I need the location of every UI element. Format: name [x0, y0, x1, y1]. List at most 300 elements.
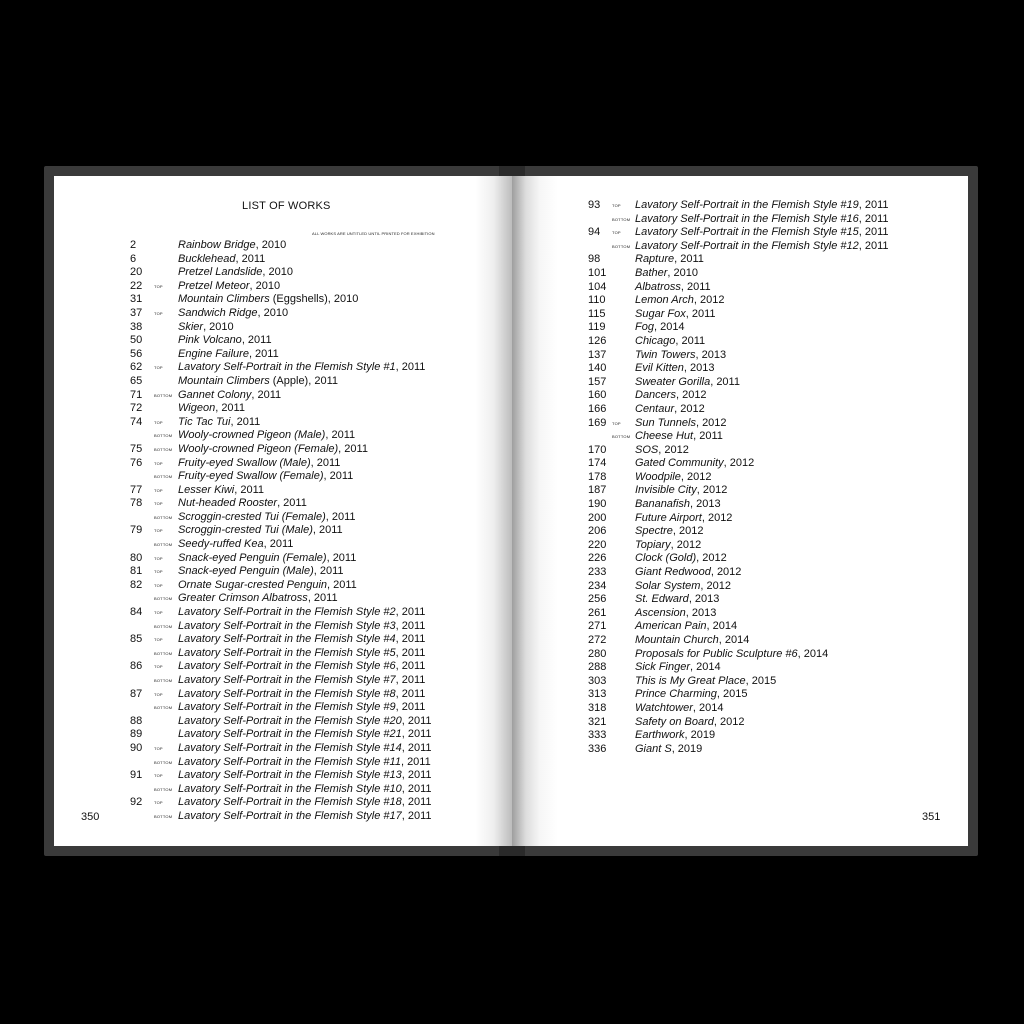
work-year: , 2011 — [310, 456, 341, 469]
work-entry — [54, 361, 512, 375]
work-entry — [54, 511, 512, 525]
work-year: , 2010 — [262, 266, 293, 279]
work-year: , 2011 — [327, 578, 357, 591]
work-title: Chicago — [635, 334, 676, 347]
plate-number: 81 — [130, 565, 143, 578]
work-title: Skier — [178, 320, 204, 333]
work-title: Proposals for Public Sculpture #6 — [635, 647, 798, 660]
plate-position: TOP — [154, 365, 163, 371]
work-title: Dancers — [635, 389, 676, 402]
plate-number: 178 — [588, 470, 607, 483]
plate-position: BOTTOM — [612, 243, 631, 249]
work-caption — [178, 715, 432, 729]
plate-position: BOTTOM — [154, 813, 173, 819]
work-caption — [635, 308, 716, 322]
work-entry — [512, 512, 968, 526]
work-title: Scroggin-crested Tui (Male) — [178, 524, 313, 537]
work-year: , 2012 — [672, 525, 704, 538]
work-title: Lavatory Self-Portrait in the Flemish Style #15 — [635, 226, 859, 239]
work-entry — [512, 281, 968, 295]
work-entry — [512, 376, 968, 390]
work-entry — [512, 539, 968, 553]
right-page — [512, 176, 968, 846]
work-caption — [635, 417, 727, 431]
work-year: , 2012 — [674, 402, 705, 415]
plate-position: BOTTOM — [154, 678, 173, 683]
work-title: Safety on Board — [635, 715, 714, 728]
work-title: Fruity-eyed Swallow (Male) — [178, 456, 311, 469]
plate-position: BOTTOM — [154, 474, 173, 480]
work-year: , 2010 — [257, 306, 289, 319]
plate-number: 157 — [588, 375, 607, 388]
work-entry — [512, 607, 968, 621]
work-entry — [512, 620, 968, 634]
work-entry — [54, 293, 512, 307]
work-year: , 2010 — [667, 266, 699, 279]
plate-number: 89 — [130, 728, 143, 741]
plate-number: 77 — [130, 483, 143, 496]
work-title: Pretzel Meteor — [178, 279, 250, 292]
work-year: , 2010 — [249, 279, 281, 292]
work-caption — [635, 253, 704, 267]
work-entry — [512, 593, 968, 607]
plate-position: TOP — [612, 230, 621, 236]
work-title: Prince Charming — [635, 688, 717, 701]
work-year: , 2014 — [718, 634, 750, 646]
work-year: , 2011 — [693, 430, 723, 443]
work-entry — [54, 715, 512, 729]
work-year: , 2011 — [325, 510, 356, 523]
work-entry — [54, 375, 512, 389]
work-title: Sugar Fox — [635, 307, 686, 320]
work-title: Gannet Colony — [178, 388, 252, 401]
work-year: , 2012 — [700, 579, 732, 592]
plate-number: 65 — [130, 374, 143, 387]
work-entry — [54, 402, 512, 416]
work-entry — [54, 565, 512, 579]
work-year: , 2011 — [230, 415, 261, 428]
work-title: Lemon Arch — [635, 294, 694, 307]
work-caption — [635, 389, 707, 403]
work-caption — [635, 539, 701, 553]
work-year: (Eggshells), 2010 — [269, 293, 359, 306]
work-title: Topiary — [635, 538, 671, 551]
work-year: , 2011 — [685, 307, 716, 320]
work-entry — [54, 280, 512, 294]
work-year: , 2011 — [235, 252, 266, 265]
work-entry — [512, 648, 968, 662]
work-entry — [54, 253, 512, 267]
work-year: , 2011 — [395, 361, 426, 374]
work-caption — [635, 457, 754, 471]
work-title: Lesser Kiwi — [178, 483, 235, 496]
work-title: Gated Community — [635, 457, 724, 470]
work-year: , 2011 — [395, 619, 426, 632]
plate-number: 206 — [588, 525, 607, 538]
work-caption — [178, 375, 338, 389]
work-entry — [512, 634, 968, 648]
plate-position: BOTTOM — [154, 433, 173, 439]
work-year: , 2011 — [215, 402, 245, 415]
work-title: Nut-headed Rooster — [178, 497, 278, 510]
work-title: Greater Crimson Albatross — [178, 592, 308, 605]
work-caption — [178, 293, 358, 307]
work-title: Bather — [635, 266, 668, 279]
work-entry — [512, 226, 968, 240]
plate-number: 86 — [130, 660, 143, 673]
work-caption — [178, 497, 307, 511]
work-entry — [512, 349, 968, 363]
work-title: Future Airport — [635, 511, 702, 524]
work-year: , 2011 — [395, 633, 426, 646]
work-entry — [512, 321, 968, 335]
work-title: Sun Tunnels — [635, 416, 696, 429]
work-entry — [54, 552, 512, 566]
work-entry — [512, 389, 968, 403]
work-entry — [54, 307, 512, 321]
work-caption — [178, 348, 279, 362]
work-year: , 2012 — [680, 470, 712, 483]
work-title: Lavatory Self-Portrait in the Flemish Style #12 — [635, 239, 859, 252]
work-year: , 2011 — [395, 674, 426, 686]
work-year: , 2011 — [277, 497, 307, 510]
works-note: ALL WORKS ARE UNTITLED UNTIL PRINTED FOR EXHIBITION — [312, 231, 435, 236]
work-year: , 2011 — [312, 524, 343, 537]
work-caption — [178, 742, 432, 756]
work-caption — [178, 620, 425, 634]
work-title: Giant Redwood — [635, 566, 711, 579]
work-year: , 2011 — [325, 429, 356, 442]
work-title: Solar System — [635, 579, 701, 592]
work-title: Lavatory Self-Portrait in the Flemish Style #14 — [178, 741, 402, 754]
work-caption — [178, 266, 293, 280]
work-entry — [54, 728, 512, 742]
work-title: Lavatory Self-Portrait in the Flemish Style #4 — [178, 633, 396, 646]
work-entry — [512, 525, 968, 539]
work-entry — [54, 321, 512, 335]
work-year: , 2011 — [401, 769, 432, 782]
work-entry — [54, 647, 512, 661]
work-year: , 2015 — [716, 688, 748, 701]
work-year: , 2012 — [701, 511, 733, 524]
plate-number: 169 — [588, 416, 607, 429]
work-entry — [54, 660, 512, 674]
work-caption — [635, 593, 719, 607]
work-caption — [178, 334, 272, 348]
plate-position: TOP — [154, 773, 163, 779]
work-title: Ornate Sugar-crested Penguin — [178, 578, 327, 591]
work-caption — [635, 688, 748, 702]
work-year: , 2011 — [401, 782, 432, 795]
work-title: Wigeon — [178, 402, 216, 415]
work-entry — [512, 403, 968, 417]
work-entry — [54, 470, 512, 484]
plate-number: 160 — [588, 389, 607, 402]
spine-top — [499, 166, 525, 176]
work-year: , 2012 — [675, 389, 707, 402]
work-caption — [178, 688, 425, 702]
work-year: , 2011 — [858, 239, 889, 252]
plate-number: 2 — [130, 239, 137, 251]
work-title: Evil Kitten — [635, 362, 684, 375]
plate-number: 94 — [588, 226, 601, 239]
plate-number: 271 — [588, 620, 607, 633]
work-caption — [178, 416, 260, 430]
work-caption — [178, 484, 264, 498]
work-title: Snack-eyed Penguin (Female) — [178, 551, 327, 564]
work-title: This is My Great Place — [635, 674, 746, 687]
work-caption — [635, 376, 740, 390]
work-caption — [635, 484, 727, 498]
work-caption — [635, 403, 705, 417]
plate-number: 126 — [588, 334, 607, 347]
work-year: , 2011 — [307, 592, 338, 605]
work-caption — [635, 335, 705, 349]
work-year: , 2014 — [706, 620, 738, 633]
work-title: St. Edward — [635, 593, 689, 606]
work-title: Pink Volcano — [178, 334, 242, 347]
work-year: , 2012 — [695, 416, 727, 429]
work-year: , 2011 — [858, 199, 889, 211]
spine-bottom — [499, 846, 525, 856]
work-title: Lavatory Self-Portrait in the Flemish Style #9 — [178, 701, 396, 714]
work-year: , 2012 — [658, 443, 689, 456]
work-year: , 2013 — [683, 362, 715, 375]
plate-number: 6 — [130, 252, 137, 265]
work-caption — [178, 647, 425, 661]
work-title: Engine Failure — [178, 347, 249, 360]
plate-position: TOP — [154, 664, 163, 670]
work-caption — [178, 524, 343, 538]
work-entry — [512, 457, 968, 471]
page-number-right: 351 — [922, 811, 941, 823]
work-caption — [635, 607, 716, 621]
work-title: Mountain Climbers — [178, 293, 270, 306]
work-year: , 2011 — [323, 470, 354, 483]
plate-number: 85 — [130, 633, 143, 646]
work-title: Lavatory Self-Portrait in the Flemish Style #1 — [178, 361, 396, 374]
work-caption — [635, 294, 725, 308]
plate-position: TOP — [154, 419, 163, 425]
plate-number: 76 — [130, 456, 143, 469]
work-year: , 2011 — [338, 442, 368, 455]
work-title: Lavatory Self-Portrait in the Flemish Style #19 — [635, 199, 859, 211]
plate-number: 220 — [588, 538, 607, 551]
work-entry — [512, 675, 968, 689]
work-entry — [54, 783, 512, 797]
work-entry — [512, 213, 968, 227]
plate-number: 137 — [588, 348, 607, 361]
work-year: , 2011 — [858, 226, 889, 239]
plate-number: 115 — [588, 307, 606, 320]
work-title: Sick Finger — [635, 661, 691, 674]
work-entry — [512, 661, 968, 675]
plate-number: 226 — [588, 552, 607, 565]
work-title: Seedy-ruffed Kea — [178, 538, 264, 551]
plate-number: 74 — [130, 415, 143, 428]
plate-position: TOP — [154, 528, 163, 534]
work-title: Albatross — [635, 280, 681, 293]
work-title: Pretzel Landslide — [178, 266, 263, 279]
work-title: Lavatory Self-Portrait in the Flemish Style #13 — [178, 769, 402, 782]
work-caption — [178, 579, 357, 593]
work-title: Rapture — [635, 253, 675, 266]
plate-position: BOTTOM — [154, 650, 173, 656]
work-title: Fog — [635, 321, 654, 334]
work-title: Wooly-crowned Pigeon (Male) — [178, 429, 326, 442]
work-year: , 2013 — [695, 348, 727, 361]
work-caption — [178, 443, 368, 457]
work-entry — [54, 810, 512, 824]
work-year: , 2011 — [248, 347, 279, 360]
work-caption — [178, 674, 425, 688]
work-caption — [635, 471, 711, 485]
work-caption — [178, 701, 425, 715]
plate-position: TOP — [154, 800, 163, 806]
work-title: Tic Tac Tui — [178, 415, 231, 428]
work-caption — [178, 361, 425, 375]
work-year: , 2011 — [401, 796, 432, 809]
plate-position: BOTTOM — [154, 542, 173, 548]
plate-number: 71 — [130, 388, 143, 401]
plate-number: 313 — [588, 688, 607, 701]
work-entry — [54, 620, 512, 634]
work-caption — [635, 321, 685, 335]
work-caption — [635, 430, 723, 444]
plate-position: BOTTOM — [612, 434, 631, 440]
work-caption — [178, 810, 432, 824]
work-title: Lavatory Self-Portrait in the Flemish Style #18 — [178, 796, 402, 809]
work-caption — [178, 633, 425, 647]
plate-position: BOTTOM — [154, 446, 173, 452]
plate-number: 190 — [588, 498, 607, 511]
plate-number: 119 — [588, 321, 606, 334]
plate-number: 82 — [130, 578, 143, 591]
work-entry — [512, 552, 968, 566]
work-caption — [178, 389, 281, 403]
work-entry — [512, 743, 968, 757]
plate-position: TOP — [154, 691, 163, 697]
work-year: , 2012 — [713, 715, 745, 728]
work-caption — [178, 321, 234, 335]
work-year: , 2011 — [674, 253, 704, 266]
plate-number: 72 — [130, 402, 143, 415]
plate-number: 78 — [130, 497, 143, 510]
work-entry — [512, 566, 968, 580]
work-entry — [54, 334, 512, 348]
work-year: , 2011 — [400, 755, 431, 768]
plate-number: 233 — [588, 566, 607, 579]
work-entry — [54, 429, 512, 443]
work-year: (Apple), 2011 — [269, 374, 338, 387]
work-caption — [635, 525, 704, 539]
work-title: Lavatory Self-Portrait in the Flemish Style #11 — [178, 755, 401, 768]
page-number-left: 350 — [81, 811, 100, 823]
work-entry — [54, 497, 512, 511]
plate-number: 174 — [588, 457, 607, 470]
plate-number: 272 — [588, 634, 607, 646]
work-entry — [54, 524, 512, 538]
work-year: , 2011 — [395, 646, 426, 659]
work-year: , 2012 — [670, 538, 702, 551]
work-caption — [635, 675, 776, 689]
work-title: Rainbow Bridge — [178, 239, 256, 251]
plate-position: BOTTOM — [154, 392, 173, 398]
work-entry — [512, 484, 968, 498]
plate-position: TOP — [154, 487, 163, 493]
work-year: , 2011 — [675, 334, 706, 347]
plate-number: 256 — [588, 593, 607, 606]
work-title: Snack-eyed Penguin (Male) — [178, 565, 314, 578]
work-entry — [512, 199, 968, 213]
work-title: Twin Towers — [635, 348, 696, 361]
work-caption — [178, 457, 340, 471]
work-title: Lavatory Self-Portrait in the Flemish Style #2 — [178, 606, 396, 619]
work-year: , 2019 — [684, 729, 716, 742]
work-year: , 2012 — [696, 484, 728, 497]
work-caption — [635, 199, 889, 213]
work-caption — [178, 307, 288, 321]
plate-number: 170 — [588, 443, 607, 456]
work-caption — [178, 239, 286, 253]
plate-number: 91 — [130, 769, 143, 782]
work-title: Woodpile — [635, 470, 681, 483]
work-year: , 2012 — [693, 294, 725, 307]
work-caption — [178, 728, 432, 742]
plate-number: 88 — [130, 714, 143, 727]
plate-position: TOP — [154, 582, 163, 588]
work-title: Ascension — [635, 606, 686, 619]
work-title: Invisible City — [635, 484, 697, 497]
work-caption — [635, 267, 698, 281]
work-year: , 2011 — [858, 212, 889, 225]
work-entry — [54, 266, 512, 280]
left-page — [54, 176, 512, 846]
work-caption — [635, 661, 721, 675]
work-entry — [512, 430, 968, 444]
work-year: , 2015 — [745, 674, 777, 687]
work-year: , 2011 — [395, 687, 426, 700]
work-title: Giant S — [635, 742, 672, 755]
work-caption — [635, 716, 744, 730]
work-caption — [635, 444, 689, 458]
work-entry — [54, 443, 512, 457]
plate-position: TOP — [612, 420, 621, 426]
work-entry — [512, 308, 968, 322]
work-caption — [178, 606, 425, 620]
work-entry — [512, 253, 968, 267]
work-year: , 2011 — [251, 388, 282, 401]
work-caption — [178, 253, 265, 267]
work-year: , 2014 — [692, 701, 724, 714]
work-year: , 2011 — [680, 280, 711, 293]
work-entry — [54, 688, 512, 702]
work-entry — [512, 444, 968, 458]
work-year: , 2011 — [401, 741, 432, 754]
work-year: , 2010 — [255, 239, 287, 251]
work-entry — [512, 335, 968, 349]
work-caption — [178, 660, 425, 674]
work-year: , 2013 — [688, 593, 720, 606]
plate-number: 318 — [588, 701, 607, 714]
plate-number: 261 — [588, 606, 607, 619]
work-year: , 2014 — [653, 321, 685, 334]
plate-position: TOP — [154, 610, 163, 616]
plate-number: 140 — [588, 362, 607, 375]
work-entry — [54, 633, 512, 647]
plate-number: 303 — [588, 674, 607, 687]
work-entry — [512, 688, 968, 702]
